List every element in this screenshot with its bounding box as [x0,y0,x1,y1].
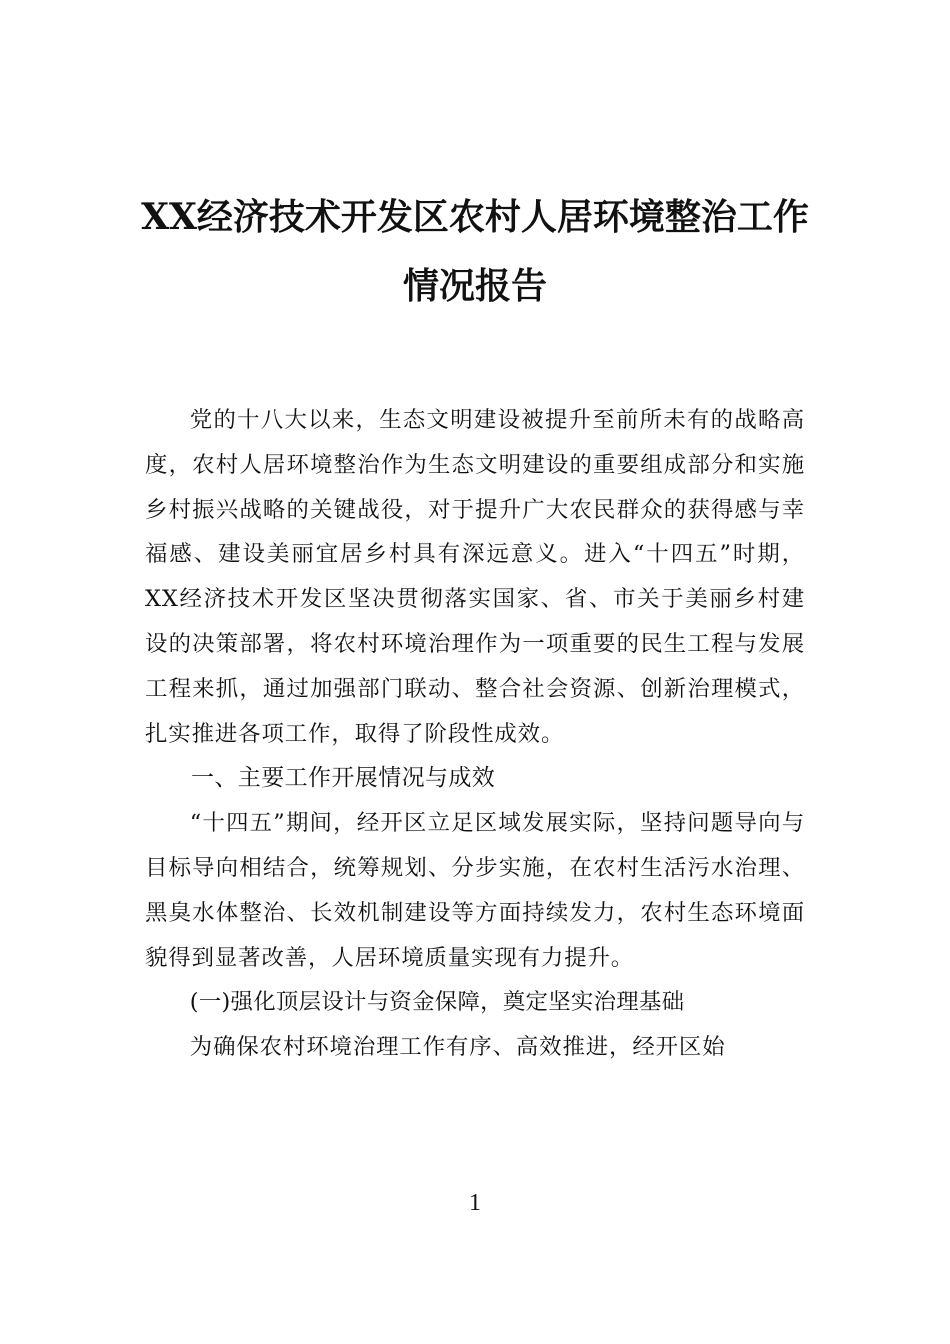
paragraph-intro: 党的十八大以来，生态文明建设被提升至前所未有的战略高度，农村人居环境整治作为生态文明建设的重要组成部分和实施乡村振兴战略的关键战役，对于提升广大农民群众的获得感与幸福感、建设美丽宜居乡村具有深远意义。进入“十四五”时期，XX经济技术开发区坚决贯彻落实国家、省、市关于美丽乡村建设的决策部署，将农村环境治理作为一项重要的民生工程与发展工程来抓，通过加强部门联动、整合社会资源、创新治理模式，扎实推进各项工作，取得了阶段性成效。 [145,407,805,747]
section-heading: 一、主要工作开展情况与成效 [191,765,496,792]
document-body [145,398,805,1070]
paragraph-section-summary: “十四五”期间，经开区立足区域发展实际，坚持问题导向与目标导向相结合，统筹规划、分步实施，在农村生活污水治理、黑臭水体整治、长效机制建设等方面持续发力，农村生态环境面貌得到显著改善，人居环境质量实现有力提升。 [145,810,805,971]
paragraph-continued: 为确保农村环境治理工作有序、高效推进，经开区始 [189,1034,726,1061]
document-title-line-1: XX经济技术开发区农村人居环境整治工作 [141,196,809,238]
subsection-heading: (一)强化顶层设计与资金保障，奠定坚实治理基础 [189,989,685,1016]
document-title-line-2: 情况报告 [402,265,547,307]
page-number: 1 [469,1190,481,1216]
